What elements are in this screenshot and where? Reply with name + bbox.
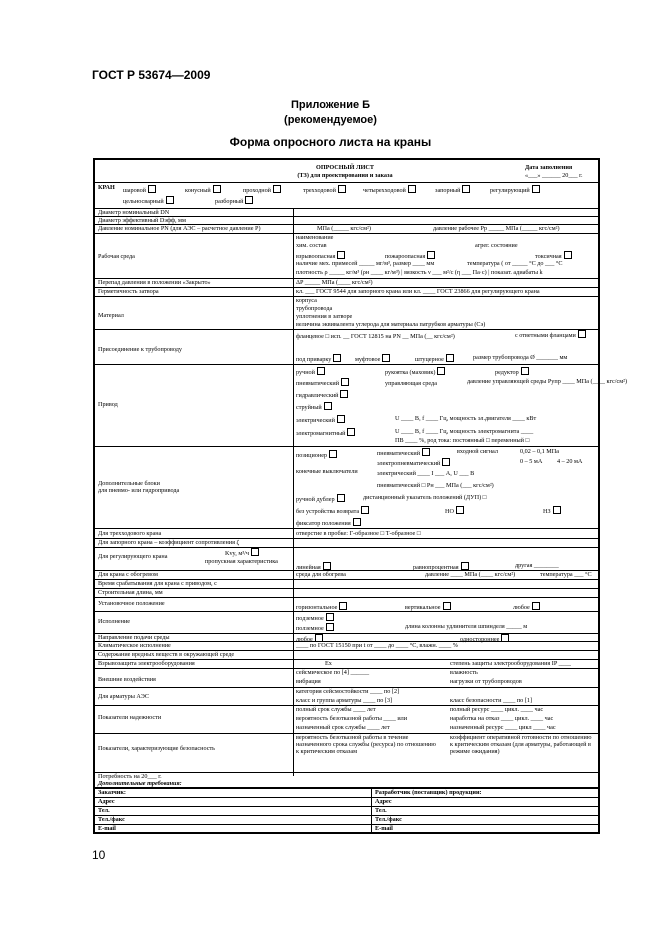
ls-pneumatic[interactable]: пневматический □ Pн ___ МПа (___ кгс/см²) xyxy=(377,482,494,489)
checkbox[interactable] xyxy=(347,428,355,436)
work-pressure[interactable]: давление рабочее Pр _____ МПа (_____ кгс/см²) xyxy=(433,225,560,232)
pipe-loads-field[interactable]: нагрузки от трубопроводов xyxy=(450,678,522,685)
dn-effective-label: Диаметр эффективный Dэфф, мм xyxy=(98,217,186,224)
install-pos-label: Установочное положение xyxy=(98,600,165,607)
type-four-way[interactable]: четырехходовой xyxy=(363,185,416,194)
checkbox[interactable] xyxy=(361,506,369,514)
developer-label: Разработчик (поставщик) продукции: xyxy=(375,789,482,796)
type-regulating[interactable]: регулирующий xyxy=(490,185,540,194)
checkbox[interactable] xyxy=(317,367,325,375)
type-three-way[interactable]: трехходовой xyxy=(303,185,346,194)
input-signal: входной сигнал xyxy=(457,448,498,455)
mtbf[interactable]: наработка на отказ ____ цикл. ____ час xyxy=(450,715,554,722)
temperature-field[interactable]: температура ( от _____ °С до ___ °С xyxy=(467,260,563,267)
heat-medium[interactable]: среда для обогрева xyxy=(296,571,346,578)
explosion-proof-label: Взрывозащита электрооборудования xyxy=(98,660,195,667)
drive-electromagnetic[interactable]: электромагнитный xyxy=(296,428,355,437)
manual-backup[interactable]: ручной дублер xyxy=(296,494,345,503)
pn-label: Давление номинальное PN (для АЭС – расчетное давление P) xyxy=(98,225,261,232)
checkbox[interactable] xyxy=(353,518,361,526)
material-label: Материал xyxy=(98,312,124,319)
checkbox[interactable] xyxy=(427,251,435,259)
em-spec[interactable]: U ____ В, f ____ Гц, мощность электромагнита ____ xyxy=(395,428,534,435)
heat-pressure[interactable]: давление ____ МПа (____ кгс/см²) xyxy=(425,571,516,578)
ip-field[interactable]: степень защиты электрооборудования IP ____ xyxy=(450,660,571,667)
build-length-label: Строительная длина, мм xyxy=(98,589,163,596)
safety-text-1[interactable]: вероятность безотказной работы в течение назначенного срока службы (ресурса) по отношению к критическим отказам xyxy=(296,734,436,755)
checkbox[interactable] xyxy=(341,378,349,386)
nz-option[interactable]: НЗ xyxy=(543,506,561,515)
checkbox[interactable] xyxy=(273,185,281,193)
developer-email[interactable]: E-mail xyxy=(375,825,393,832)
type-cone[interactable]: конусный xyxy=(185,185,221,194)
checkbox[interactable] xyxy=(337,251,345,259)
position-indicator[interactable]: дистанционный указатель положений (ДУП) □ xyxy=(363,494,487,501)
medium-name[interactable]: наименование xyxy=(296,234,334,241)
work-medium-label: Рабочая среда xyxy=(98,253,135,260)
drive-electric[interactable]: электрический xyxy=(296,415,345,424)
control-pressure[interactable]: давление управляющей среды Pупр ____ МПа (____ кгс/см²) xyxy=(467,378,628,385)
flow-dir-label: Направление подачи среды xyxy=(98,634,170,641)
drive-hydraulic[interactable]: гидравлический xyxy=(296,390,348,399)
heated-label: Для крана с обогревом xyxy=(98,571,158,578)
fire-option[interactable]: пожароопасная xyxy=(385,251,435,260)
customer-phone[interactable]: Тел. xyxy=(98,807,110,814)
safety-text-2[interactable]: коэффициент оперативной готовности по отношению к критическим отказам (для арматуры, работающей в режиме ожидания) xyxy=(450,734,592,755)
checkbox[interactable] xyxy=(461,562,469,570)
seismic-category[interactable]: категория сейсмостойкости ____ по [2] xyxy=(296,688,400,695)
weld-option[interactable]: под приварку xyxy=(296,354,341,363)
heat-temp[interactable]: температура ___ °С xyxy=(540,571,592,578)
checkbox[interactable] xyxy=(148,185,156,193)
checkbox[interactable] xyxy=(337,415,345,423)
checkbox[interactable] xyxy=(456,506,464,514)
response-time-label: Время срабатывания для крана с приводом, с xyxy=(98,580,217,587)
density-field[interactable]: плотность ρ _____ кг/м³ (ρн ____ кг/м³) | вязкость ν ___ м²/с (η ___ Па·с) | показат. адиабаты k xyxy=(296,269,543,276)
form-title: Форма опросного листа на краны xyxy=(229,135,432,149)
customer-email[interactable]: E-mail xyxy=(98,825,116,832)
checkbox[interactable] xyxy=(340,390,348,398)
checkbox[interactable] xyxy=(408,185,416,193)
coupling-option[interactable]: муфтовое xyxy=(355,354,390,363)
horizontal-option[interactable]: горизонтальное xyxy=(296,602,347,611)
appendix-heading xyxy=(0,98,661,128)
safety-class[interactable]: класс безопасности ____ по [1] xyxy=(450,697,533,704)
checkbox[interactable] xyxy=(443,602,451,610)
checkbox[interactable] xyxy=(251,548,259,556)
developer-address[interactable]: Адрес xyxy=(375,798,392,805)
full-resource[interactable]: полный ресурс ____ цикл. ____ час xyxy=(450,706,544,713)
climate-value[interactable]: ____ по ГОСТ 15150 при t от ____ до ____ °С, влажн. ____ % xyxy=(296,642,458,649)
fail-probability[interactable]: вероятность безотказной работы ____ или xyxy=(296,715,408,722)
full-life[interactable]: полный срок службы ____ лет xyxy=(296,706,376,713)
drive-reducer[interactable]: редуктор xyxy=(495,367,529,376)
date-field[interactable]: «___» ______ 20___ г. xyxy=(525,172,583,179)
checkbox[interactable] xyxy=(166,196,174,204)
drive-spring[interactable]: струйный xyxy=(296,402,332,411)
signal-0-5ma[interactable]: 0 – 5 мА xyxy=(520,458,543,465)
material-seal[interactable]: уплотнения в затворе xyxy=(296,313,353,320)
checkbox[interactable] xyxy=(422,448,430,456)
standard-number: ГОСТ Р 53674—2009 xyxy=(92,68,211,82)
signal-pressure[interactable]: 0,02 – 0,1 МПа xyxy=(520,448,560,455)
contacts-divider xyxy=(371,788,372,832)
type-welded[interactable]: цельносварный xyxy=(123,196,174,205)
pressure-drop-label: Перепад давления в положении «Закрыто» xyxy=(98,279,211,286)
checkbox[interactable] xyxy=(323,562,331,570)
checkbox[interactable] xyxy=(446,354,454,362)
customer-address[interactable]: Адрес xyxy=(98,798,115,805)
checkbox[interactable] xyxy=(437,367,445,375)
checkbox[interactable] xyxy=(324,402,332,410)
limit-switches: конечные выключатели xyxy=(296,468,358,475)
tightness-value[interactable]: кл. ___ ГОСТ 9544 для запорного крана или кл. ____ ГОСТ 23866 для регулирующего крана xyxy=(296,288,540,295)
npp-label: Для арматуры АЭС xyxy=(98,693,149,700)
checkbox[interactable] xyxy=(337,494,345,502)
pos-electro[interactable]: электропневматический xyxy=(377,458,450,467)
safety-label: Показатели, характеризующие безопасность xyxy=(98,745,215,752)
explosive-option[interactable]: взрывоопасная xyxy=(296,251,345,260)
class-group[interactable]: класс и группа арматуры ____ по [3] xyxy=(296,697,393,704)
shutoff-coeff-label: Для запорного крана – коэффициент сопротивления ζ xyxy=(98,539,240,546)
chem-composition[interactable]: хим. состав xyxy=(296,242,327,249)
kran-label: КРАН xyxy=(98,184,115,191)
three-way-value[interactable]: отверстие в пробке: Г-образное □ Т-образное □ xyxy=(296,530,421,537)
checkbox[interactable] xyxy=(326,613,334,621)
checkbox[interactable] xyxy=(532,602,540,610)
checkbox[interactable] xyxy=(326,623,334,631)
any-position-option[interactable]: любое xyxy=(513,602,540,611)
checkbox[interactable] xyxy=(333,354,341,362)
kvy-label[interactable]: Kvy, м³/ч xyxy=(225,548,259,557)
reliability-label: Показатели надежности xyxy=(98,714,162,721)
developer-fax[interactable]: Тел./факс xyxy=(375,816,402,823)
assigned-resource[interactable]: назначенный ресурс ____ цикл ____ час xyxy=(450,724,556,731)
no-option[interactable]: НО xyxy=(445,506,464,515)
external-label: Внешние воздействия xyxy=(98,676,156,683)
counter-flange-option[interactable]: с ответными фланцами xyxy=(515,330,586,339)
extra-blocks-label2: для пневмо- или гидропривода xyxy=(98,487,180,494)
execution-label: Исполнение xyxy=(98,618,131,625)
extra-requirements: Дополнительные требования: xyxy=(98,780,182,787)
checkbox[interactable] xyxy=(245,196,253,204)
material-pipe[interactable]: трубопровода xyxy=(296,305,333,312)
material-carbon[interactable]: величина эквивалента углерода для материала патрубков арматуры (Сэ) xyxy=(296,321,486,328)
impurities-field[interactable]: наличие мех. примесей _____ мг/м³, размер ____ мм xyxy=(296,260,435,267)
tightness-label: Герметичность затвора xyxy=(98,288,159,295)
pn-value[interactable]: МПа (_____ кгс/см²) xyxy=(317,225,371,232)
developer-phone[interactable]: Тел. xyxy=(375,807,387,814)
checkbox[interactable] xyxy=(329,450,337,458)
checkbox[interactable] xyxy=(339,602,347,610)
extra-blocks-label: Дополнительные блоки xyxy=(98,480,160,487)
demand-label: Потребность на 20___ г. xyxy=(98,773,162,780)
nipple-option[interactable]: штуцерное xyxy=(415,354,454,363)
throughput-label: пропускная характеристика xyxy=(205,558,278,565)
material-body[interactable]: корпуса xyxy=(296,297,317,304)
flange-option[interactable]: фланцевое □ исп. __ ГОСТ 12815 на PN __ МПа (__ кгс/см²) xyxy=(296,333,455,340)
pos-pneumatic[interactable]: пневматический xyxy=(377,448,430,457)
signal-4-20ma[interactable]: 4 – 20 мА xyxy=(557,458,583,465)
em-mode[interactable]: ПВ ____ %, род тока: постоянный □ переменный □ xyxy=(395,437,530,444)
drive-manual[interactable]: ручной xyxy=(296,367,325,376)
form-heading-2: (ТЗ) для проектирования и заказа xyxy=(297,172,393,179)
electric-spec[interactable]: U ____ В, f ____ Гц, мощность эл.двигателя ____ кВт xyxy=(395,415,537,422)
checkbox[interactable] xyxy=(532,185,540,193)
label-column-divider xyxy=(293,208,294,776)
form-heading-1: ОПРОСНЫЙ ЛИСТ xyxy=(316,164,374,171)
drive-handle[interactable]: рукоятка (маховик) xyxy=(385,367,445,376)
pipe-size-field[interactable]: размер трубопровода Ø _______ мм xyxy=(473,354,568,361)
checkbox[interactable] xyxy=(338,185,346,193)
checkbox[interactable] xyxy=(382,354,390,362)
dn-nominal-label: Диаметр номинальный DN xyxy=(98,209,170,216)
customer-label: Заказчик: xyxy=(98,789,126,796)
type-shutoff[interactable]: запорный xyxy=(435,185,470,194)
type-collapsible[interactable]: разборный xyxy=(215,196,253,205)
checkbox[interactable] xyxy=(442,458,450,466)
one-way-option[interactable]: одностороннее xyxy=(460,634,509,643)
hazard-label: Содержание вредных веществ в окружающей среде xyxy=(98,651,235,658)
linear-option[interactable]: линейная xyxy=(296,562,331,571)
checkbox[interactable] xyxy=(564,251,572,259)
questionnaire-form xyxy=(93,158,628,834)
vertical-option[interactable]: вертикальное xyxy=(405,602,451,611)
regulating-label: Для регулирующего крана xyxy=(98,553,168,560)
column-length[interactable]: длина колонны удлинителя шпинделя _____ м xyxy=(405,623,528,630)
type-through[interactable]: проходной xyxy=(243,185,281,194)
type-ball[interactable]: шаровой xyxy=(123,185,156,194)
equal-percent-option[interactable]: равнопроцентная xyxy=(413,562,469,571)
drive-pneumatic[interactable]: пневматический xyxy=(296,378,349,387)
checkbox[interactable] xyxy=(521,367,529,375)
checkbox[interactable] xyxy=(553,506,561,514)
drive-label: Привод xyxy=(98,401,118,408)
checkbox[interactable] xyxy=(213,185,221,193)
no-return-option[interactable]: без устройства возврата xyxy=(296,506,369,515)
control-medium[interactable]: управляющая среда xyxy=(385,380,437,387)
customer-fax[interactable]: Тел./факс xyxy=(98,816,125,823)
aggregate-state[interactable]: агрег. состояние xyxy=(475,242,518,249)
assigned-life[interactable]: назначенный срок службы ____ лет xyxy=(296,724,390,731)
toxic-option[interactable]: токсичная xyxy=(535,251,572,260)
any-dir-option[interactable]: любое xyxy=(296,634,323,643)
checkbox[interactable] xyxy=(578,330,586,338)
appendix-note: (рекомендуемое) xyxy=(284,114,377,126)
checkbox[interactable] xyxy=(462,185,470,193)
ex-field[interactable]: Ex xyxy=(325,660,332,667)
lock-option[interactable]: фиксатор положения xyxy=(296,518,361,527)
vibration-field[interactable]: вибрация xyxy=(296,678,321,685)
date-label: Дата заполнения xyxy=(525,164,573,171)
appendix-label: Приложение Б xyxy=(290,99,371,111)
seismic-field[interactable]: сейсмическое по [4] ______ xyxy=(296,669,370,676)
ground-option[interactable]: полземное xyxy=(296,623,334,632)
moisture-field[interactable]: влажность xyxy=(450,669,478,676)
underground-option[interactable]: подземное xyxy=(296,613,334,622)
climate-label: Климатическое исполнение xyxy=(98,642,171,649)
other-option[interactable]: другая ________ xyxy=(515,562,559,569)
ls-electric[interactable]: электрический ____ I ___ А, U ___ В xyxy=(377,470,475,477)
pressure-drop-value[interactable]: ΔP _____ МПа (____ кгс/см²) xyxy=(296,279,373,286)
connection-label: Присоединение к трубопроводу xyxy=(98,346,183,353)
page-number: 10 xyxy=(92,848,106,862)
three-way-label: Для трехходового крана xyxy=(98,530,162,537)
positioner-option[interactable]: позиционер xyxy=(296,450,337,459)
